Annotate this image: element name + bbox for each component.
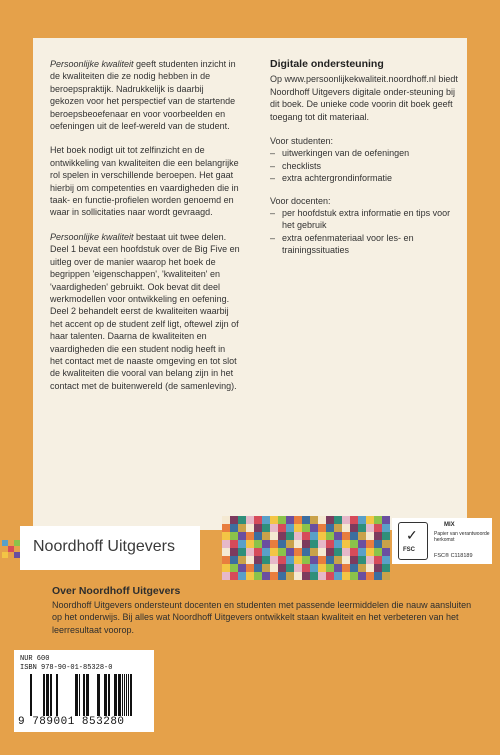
mosaic-tile [294, 540, 302, 548]
mosaic-tile [222, 548, 230, 556]
mosaic-tile [238, 540, 246, 548]
mosaic-tile [238, 564, 246, 572]
mosaic-tile [278, 556, 286, 564]
mosaic-tile [262, 572, 270, 580]
mosaic-tile [334, 548, 342, 556]
mosaic-tile [238, 516, 246, 524]
mosaic-tile [374, 516, 382, 524]
mosaic-tile [342, 556, 350, 564]
mosaic-tile [326, 548, 334, 556]
mosaic-tile [318, 556, 326, 564]
digital-support-text: Op www.persoonlijkekwaliteit.noordhoff.nl biedt Noordhoff Uitgevers digitale onder-steuning bij dit boek. De unieke code voorin dit boek geeft toegang tot dit materiaal. [270, 74, 458, 122]
students-label: Voor studenten: [270, 136, 334, 147]
mosaic-tile [326, 564, 334, 572]
isbn-code: ISBN 978-90-01-85328-0 [20, 663, 113, 672]
mosaic-tile [270, 524, 278, 532]
mosaic-tile [222, 524, 230, 532]
mosaic-tile [286, 548, 294, 556]
mosaic-tile [262, 516, 270, 524]
barcode-bar [128, 674, 129, 716]
mosaic-tile [350, 548, 358, 556]
mosaic-tile [366, 516, 374, 524]
list-item: – uitwerkingen van de oefeningen [270, 147, 460, 159]
mosaic-tile [350, 532, 358, 540]
mosaic-tile [262, 524, 270, 532]
mosaic-tile [374, 564, 382, 572]
mosaic-tile [270, 572, 278, 580]
mosaic-tile [318, 540, 326, 548]
mosaic-tile [238, 548, 246, 556]
mosaic-tile [222, 540, 230, 548]
mosaic-tile [382, 548, 390, 556]
mosaic-tile [366, 572, 374, 580]
mosaic-tile [262, 548, 270, 556]
barcode-bar [86, 674, 89, 716]
mosaic-tile [302, 532, 310, 540]
list-item: – per hoofdstuk extra informatie en tips voor het gebruik [270, 207, 460, 232]
mosaic-tile [334, 540, 342, 548]
mosaic-tile [374, 548, 382, 556]
isbn-info [20, 655, 112, 672]
intro-paragraph-1 [50, 58, 240, 132]
mosaic-tile [294, 572, 302, 580]
mosaic-tile [278, 548, 286, 556]
mosaic-tile [286, 524, 294, 532]
mosaic-tile [222, 572, 230, 580]
barcode-bar [46, 674, 49, 716]
about-publisher [52, 585, 472, 636]
mosaic-tile [326, 516, 334, 524]
mosaic-tile [358, 572, 366, 580]
intro-paragraph-3-text: bestaat uit twee delen. Deel 1 bevat een hoofdstuk over de Big Five en uitleg over de manier waarop het boek de begrippen 'eigenschappen', 'kwaliteiten' en 'vaardigheden' gebruikt. Ook bevat dit deel werkmodellen voor ontwikkeling en oefening. [50, 231, 240, 304]
mosaic-tile [270, 548, 278, 556]
mosaic-tile [310, 532, 318, 540]
mosaic-tile [342, 572, 350, 580]
mosaic-tile [238, 532, 246, 540]
mosaic-tile [366, 532, 374, 540]
barcode-bar [50, 674, 52, 716]
mosaic-tile [310, 548, 318, 556]
mosaic-tile [286, 540, 294, 548]
mosaic-tile [334, 564, 342, 572]
mosaic-tile [326, 556, 334, 564]
mosaic-tile [230, 524, 238, 532]
mosaic-tile [246, 524, 254, 532]
book-title-italic: Persoonlijke kwaliteit [50, 231, 134, 242]
mosaic-tile [310, 556, 318, 564]
mosaic-tile [342, 540, 350, 548]
intro-paragraph-1-text: geeft studenten inzicht in de kwaliteiten die ze nodig hebben in de beroepspraktijk. Nadrukkelijk is daarbij gekozen voor het perspectief van de startende beroepsbeoefenaar en voor voorbeelden en oefeningen uit de leef-wereld van de student. [50, 59, 236, 132]
mosaic-tile [262, 532, 270, 540]
mosaic-tile [318, 564, 326, 572]
mosaic-tile [310, 524, 318, 532]
teachers-label: Voor docenten: [270, 195, 331, 206]
mosaic-tile [230, 540, 238, 548]
text-panel [33, 38, 467, 530]
mosaic-tile [350, 516, 358, 524]
mosaic-tile [278, 540, 286, 548]
fsc-tree-icon [398, 522, 428, 560]
mosaic-tile [286, 532, 294, 540]
mosaic-tile [246, 564, 254, 572]
mosaic-tile [342, 564, 350, 572]
mosaic-tile [302, 540, 310, 548]
mosaic-tile [326, 532, 334, 540]
mosaic-tile [326, 572, 334, 580]
mosaic-tile [334, 556, 342, 564]
barcode-bar [130, 674, 132, 716]
mosaic-tile [342, 524, 350, 532]
mosaic-tile [270, 516, 278, 524]
barcode-number: 9 789001 853280 [18, 716, 125, 728]
mosaic-tile [294, 532, 302, 540]
mosaic-tile [246, 540, 254, 548]
mosaic-tile [246, 516, 254, 524]
mosaic-tile [318, 524, 326, 532]
mosaic-tile [294, 524, 302, 532]
mosaic-tile [302, 524, 310, 532]
tree-icon: ✓ [406, 527, 418, 543]
fsc-label [392, 518, 492, 564]
mosaic-tile [374, 532, 382, 540]
mosaic-tile [222, 516, 230, 524]
barcode-bar [114, 674, 117, 716]
description-column [50, 58, 240, 404]
list-item: – extra oefenmateriaal voor les- en trainingssituaties [270, 232, 460, 257]
mosaic-tile [278, 532, 286, 540]
mosaic-tile [334, 524, 342, 532]
mosaic-tile [286, 572, 294, 580]
mosaic-tile [358, 540, 366, 548]
mosaic-tile [382, 540, 390, 548]
mosaic-tile [318, 532, 326, 540]
mosaic-tile [302, 572, 310, 580]
mosaic-tile [318, 516, 326, 524]
mosaic-tile [254, 564, 262, 572]
mosaic-tile [262, 540, 270, 548]
barcode-bar [124, 674, 125, 716]
barcode-bar [118, 674, 121, 716]
mosaic-tile [334, 572, 342, 580]
mosaic-tile [262, 564, 270, 572]
book-title-italic: Persoonlijke kwaliteit [50, 59, 134, 69]
mosaic-tile [254, 540, 262, 548]
mosaic-tile [270, 564, 278, 572]
mosaic-tile [254, 548, 262, 556]
mosaic-tile [358, 524, 366, 532]
teachers-list [270, 207, 460, 257]
mosaic-tile [382, 572, 390, 580]
mosaic-tile [302, 516, 310, 524]
mosaic-tile [230, 548, 238, 556]
mosaic-tile [278, 564, 286, 572]
mosaic-tile [310, 516, 318, 524]
mosaic-tile [342, 548, 350, 556]
about-heading: Over Noordhoff Uitgevers [52, 585, 181, 597]
mosaic-tile [222, 532, 230, 540]
list-item: – checklists [270, 160, 460, 172]
mosaic-tile [366, 540, 374, 548]
fsc-code: FSC® C118189 [434, 553, 473, 559]
fsc-description: Papier van verantwoorde herkomst [434, 531, 490, 543]
mosaic-tile [302, 556, 310, 564]
mosaic-tile [238, 572, 246, 580]
mosaic-tile [366, 548, 374, 556]
mosaic-tile [382, 556, 390, 564]
mosaic-tile [334, 516, 342, 524]
mosaic-tile [278, 516, 286, 524]
mosaic-tile [358, 564, 366, 572]
about-text: Noordhoff Uitgevers ondersteunt docenten en studenten met passende leermiddelen die nauw aansluiten op het onderwijs. Bij alles wat Noordhoff Uitgevers ontwikkelt staan kwaliteit en het verbeteren van het leerresultaat voorop. [52, 599, 472, 635]
mosaic-tile [254, 532, 262, 540]
mosaic-tile [366, 564, 374, 572]
barcode-bar [75, 674, 78, 716]
barcode-bar [126, 674, 127, 716]
barcode-bar [104, 674, 107, 716]
barcode-bar [30, 674, 32, 716]
mosaic-tile [222, 564, 230, 572]
mosaic-tile [286, 564, 294, 572]
mosaic-tile [270, 532, 278, 540]
mosaic-tile [294, 564, 302, 572]
publisher-logo-text: Noordhoff Uitgevers [33, 538, 175, 555]
mosaic-tile [374, 556, 382, 564]
barcode-bar [83, 674, 85, 716]
mosaic-tile [246, 548, 254, 556]
mosaic-tile [278, 524, 286, 532]
mosaic-tile [238, 556, 246, 564]
mosaic-tile [286, 556, 294, 564]
mosaic-tile [382, 532, 390, 540]
mosaic-tile [326, 540, 334, 548]
students-list [270, 147, 460, 184]
mosaic-tile [358, 548, 366, 556]
mosaic-tile [230, 532, 238, 540]
mosaic-tile [334, 532, 342, 540]
mosaic-tile [278, 572, 286, 580]
mosaic-tile [246, 556, 254, 564]
digital-support-column [270, 58, 460, 257]
mosaic-tile [358, 556, 366, 564]
mosaic-tile [310, 564, 318, 572]
mosaic-tile [294, 548, 302, 556]
mosaic-tile [358, 532, 366, 540]
mosaic-tile [238, 524, 246, 532]
mosaic-tile [254, 572, 262, 580]
mosaic-tile [350, 524, 358, 532]
mosaic-tile [302, 548, 310, 556]
mosaic-tile [350, 564, 358, 572]
nur-code: NUR 600 [20, 655, 50, 663]
mosaic-tile [294, 516, 302, 524]
mosaic-tile [374, 572, 382, 580]
barcode-bar [97, 674, 100, 716]
mosaic-tile [254, 516, 262, 524]
mosaic-tile [382, 516, 390, 524]
mosaic-tile [366, 556, 374, 564]
barcode-bar [43, 674, 45, 716]
mosaic-tile [254, 524, 262, 532]
mosaic-tile [350, 556, 358, 564]
mosaic-tile [262, 556, 270, 564]
mosaic-tile [294, 556, 302, 564]
fsc-mix: MIX [444, 522, 455, 528]
mosaic-tile [350, 540, 358, 548]
mosaic-tile [310, 540, 318, 548]
barcode-bar [79, 674, 80, 716]
mosaic-tile [374, 524, 382, 532]
mosaic-tile [254, 556, 262, 564]
mosaic-tile [286, 516, 294, 524]
mosaic-tile [246, 572, 254, 580]
mosaic-tile [270, 540, 278, 548]
barcode-bar [122, 674, 123, 716]
mosaic-tile [230, 572, 238, 580]
mosaic-tile [310, 572, 318, 580]
mosaic-tile [318, 572, 326, 580]
barcode-bar [108, 674, 110, 716]
mosaic-tile [222, 556, 230, 564]
mosaic-tile [302, 564, 310, 572]
color-mosaic [222, 516, 392, 580]
mosaic-tile [382, 524, 390, 532]
mosaic-tile [342, 532, 350, 540]
mosaic-tile [382, 564, 390, 572]
intro-paragraph-4: Deel 2 behandelt eerst de kwaliteiten waarbij het accent op de student zelf ligt, oftewel zijn of haar talenten. Daarna de kwaliteiten en vaardigheden die een student nodig heeft in het contact met de naaste omgeving en tot slot de kwaliteiten die vooral van belang zijn in het contact met de buitenwereld (de samenleving). [50, 306, 239, 391]
mosaic-tile [318, 548, 326, 556]
mosaic-tile [246, 532, 254, 540]
intro-paragraph-3 [50, 231, 240, 305]
mosaic-tile [342, 516, 350, 524]
mosaic-tile [326, 524, 334, 532]
mosaic-tile [230, 564, 238, 572]
list-item: – extra achtergrondinformatie [270, 172, 460, 184]
mosaic-tile [270, 556, 278, 564]
barcode-label [14, 650, 154, 732]
mosaic-tile [350, 572, 358, 580]
fsc-logo-text: FSC [403, 547, 415, 553]
barcode-bar [56, 674, 58, 716]
mosaic-tile [230, 516, 238, 524]
mosaic-tile [230, 556, 238, 564]
mosaic-tile [358, 516, 366, 524]
barcode [26, 674, 142, 716]
mosaic-tile [374, 540, 382, 548]
intro-paragraph-2: Het boek nodigt uit tot zelfinzicht en de ontwikkeling van kwaliteiten die een belangrijke rol spelen in verschillende beroepen. Het gaat hierbij om competenties en vaardigheden die in taak- en functie-profielen worden genoemd en waar in sollicitaties naar wordt gevraagd. [50, 145, 239, 218]
digital-support-heading: Digitale ondersteuning [270, 58, 384, 70]
mosaic-tile [366, 524, 374, 532]
